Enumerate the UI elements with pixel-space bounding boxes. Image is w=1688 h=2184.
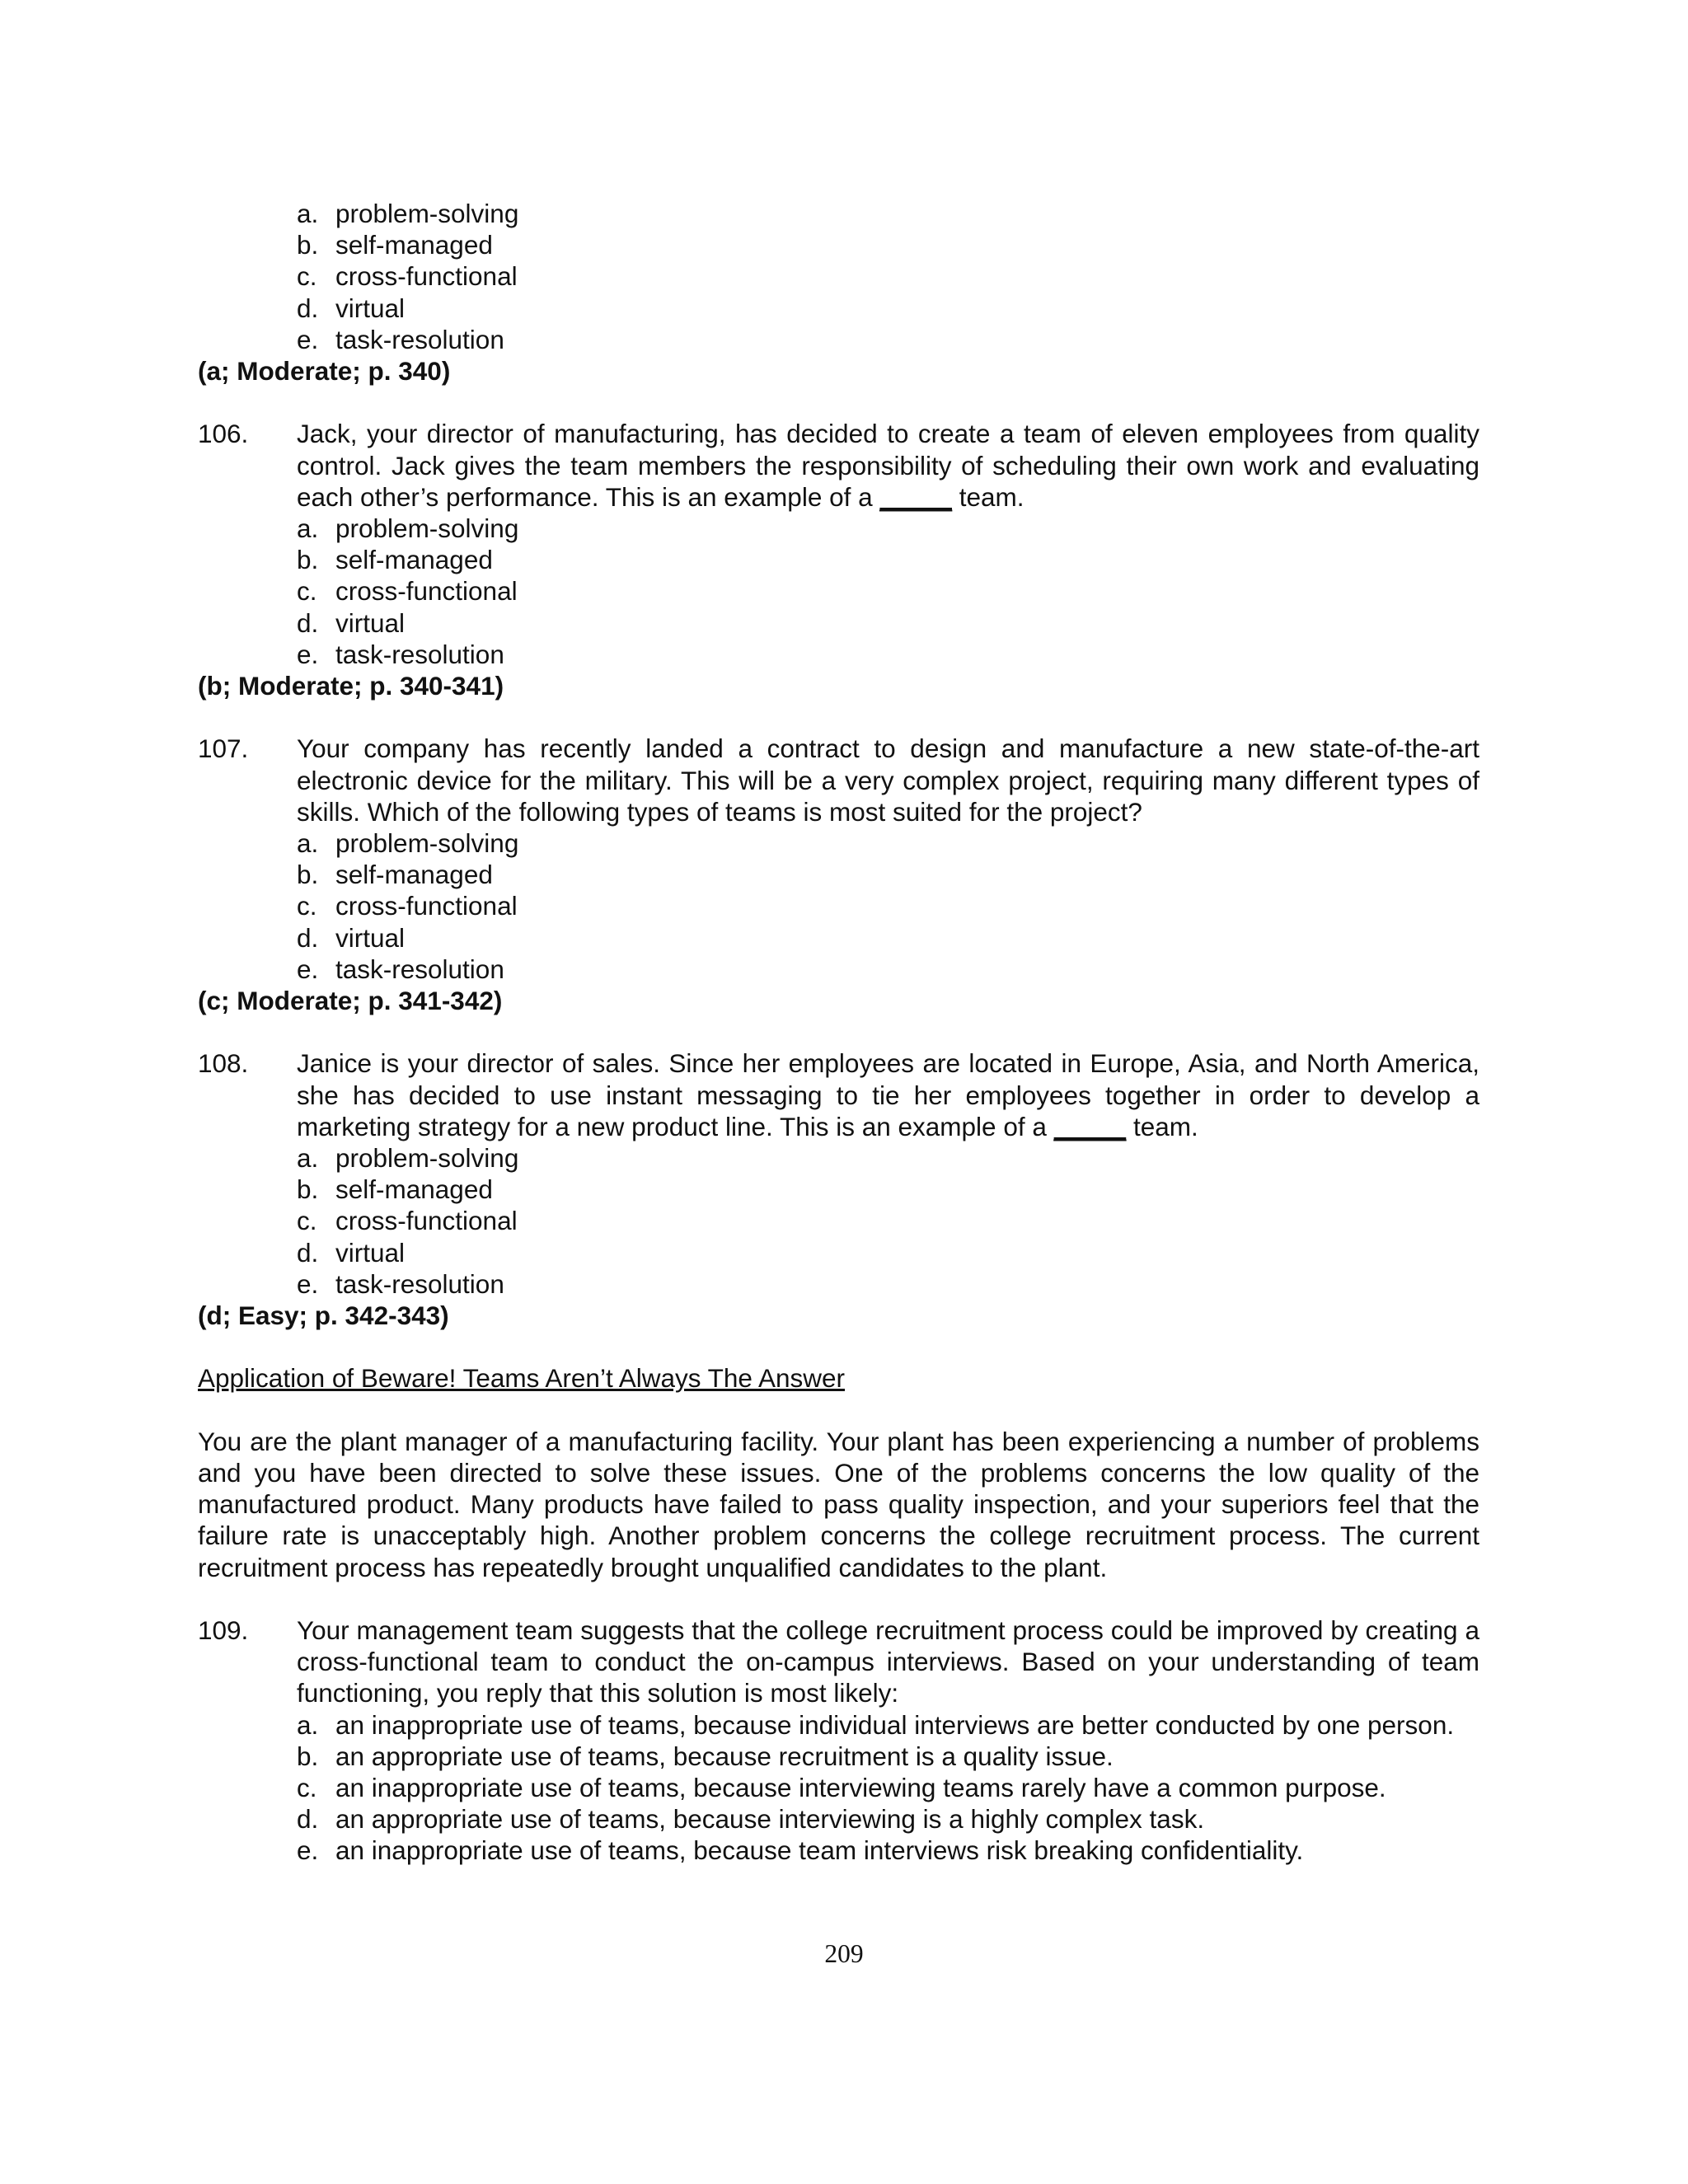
- option-text: virtual: [335, 1237, 406, 1268]
- stem-text: Janice is your director of sales. Since her employees are located in Europe, Asia, and North America, she has decided to use instant messaging to tie her employees together in order to develop a marketing strategy for a new product line. This is an example of a: [297, 1048, 1479, 1141]
- stem-text: Your company has recently landed a contract to design and manufacture a new state-of-the-art electronic device for the military. This will be a very complex project, requiring many different types of skills. Which of the following types of teams is most suited for the project?: [297, 733, 1479, 827]
- question-number: 109.: [198, 1615, 249, 1646]
- page-number: 209: [824, 1939, 864, 1968]
- option-text: an inappropriate use of teams, because individual interviews are better conducted by one person.: [335, 1709, 1455, 1740]
- option: [297, 575, 1479, 607]
- option-text: problem-solving: [335, 199, 519, 228]
- option: [297, 639, 1479, 670]
- option: [297, 1709, 1479, 1741]
- option: [297, 1174, 1479, 1205]
- option-text: cross-functional: [335, 576, 518, 607]
- option-letter: a.: [297, 199, 319, 228]
- question-107: [198, 733, 1479, 985]
- option: [297, 513, 1479, 544]
- blank: _____: [879, 481, 952, 512]
- section-heading: Application of Beware! Teams Aren’t Always The Answer: [198, 1363, 845, 1394]
- option-text: task-resolution: [335, 639, 504, 669]
- option-text: virtual: [335, 922, 406, 953]
- option-text: cross-functional: [335, 891, 518, 921]
- option-letter: a.: [297, 1143, 319, 1174]
- option-text: problem-solving: [335, 1143, 519, 1174]
- question-number: 108.: [198, 1048, 249, 1079]
- option: [297, 229, 1479, 260]
- option-letter: e.: [297, 639, 319, 669]
- option: [297, 1835, 1479, 1866]
- stem-text-end: team.: [952, 481, 1025, 512]
- option-letter: b.: [297, 230, 319, 260]
- option-text: task-resolution: [335, 324, 504, 354]
- option-letter: e.: [297, 1835, 319, 1866]
- option-letter: a.: [297, 1709, 319, 1740]
- option-letter: e.: [297, 1268, 319, 1299]
- option: [297, 1237, 1479, 1268]
- option-letter: d.: [297, 922, 319, 953]
- option-text: task-resolution: [335, 1268, 504, 1299]
- option-text: task-resolution: [335, 954, 504, 984]
- option-letter: d.: [297, 1237, 319, 1268]
- question-body: [297, 1615, 1479, 1867]
- option-text: cross-functional: [335, 1206, 518, 1236]
- spacer: [198, 1583, 1479, 1615]
- question-stem: [297, 733, 1479, 827]
- option: [297, 198, 1479, 229]
- option-letter: b.: [297, 1741, 319, 1771]
- option: [297, 1268, 1479, 1300]
- option-letter: b.: [297, 860, 319, 890]
- option-letter: c.: [297, 1206, 317, 1236]
- answer-key: (c; Moderate; p. 341-342): [198, 986, 503, 1016]
- option: [297, 1741, 1479, 1772]
- option: [297, 890, 1479, 921]
- option-text: virtual: [335, 293, 406, 323]
- option: [297, 293, 1479, 324]
- option: [297, 324, 1479, 355]
- option: [297, 954, 1479, 985]
- option-text: an inappropriate use of teams, because team interviews risk breaking confidentiality.: [335, 1835, 1304, 1866]
- option: [297, 859, 1479, 890]
- blank: _____: [1053, 1111, 1127, 1141]
- question-body: [297, 1047, 1479, 1300]
- question-108: [198, 1047, 1479, 1300]
- option-text: self-managed: [335, 1174, 493, 1205]
- document-page: [198, 198, 1479, 1867]
- option-list: [297, 198, 1479, 355]
- spacer: [198, 1331, 1479, 1362]
- option: [297, 1772, 1479, 1803]
- option-letter: e.: [297, 954, 319, 984]
- answer-key: (d; Easy; p. 342-343): [198, 1301, 449, 1331]
- question-stem: [297, 418, 1479, 513]
- option-text: self-managed: [335, 545, 493, 575]
- option: [297, 607, 1479, 639]
- option-letter: d.: [297, 1804, 319, 1835]
- option-letter: b.: [297, 545, 319, 575]
- question-109: [198, 1615, 1479, 1867]
- stem-text: Jack, your director of manufacturing, has decided to create a team of eleven employees from quality control. Jack gives the team members the responsibility of scheduling their own work and evaluating each other’s performance. This is an example of a: [297, 419, 1479, 512]
- answer-key: (b; Moderate; p. 340-341): [198, 671, 504, 701]
- option-letter: a.: [297, 513, 319, 544]
- question-body: [297, 418, 1479, 670]
- option: [297, 1803, 1479, 1835]
- option-letter: d.: [297, 293, 319, 323]
- question-stem: [297, 1047, 1479, 1142]
- option-letter: e.: [297, 324, 319, 354]
- question-number: 106.: [198, 419, 249, 449]
- option: [297, 260, 1479, 292]
- option-text: self-managed: [335, 230, 493, 260]
- answer-key: (a; Moderate; p. 340): [198, 356, 451, 387]
- option: [297, 1142, 1479, 1174]
- scenario-paragraph: You are the plant manager of a manufacturing facility. Your plant has been experiencing a number of problems and you have been directed to solve these issues. One of the problems concerns the low quality of the manufactured product. Many products have failed to pass quality inspection, and your superiors feel that the failure rate is unacceptably high. Another problem concerns the college recruitment process. The current recruitment process has repeatedly brought unqualified candidates to the plant.: [198, 1426, 1479, 1582]
- option: [297, 922, 1479, 954]
- option-letter: c.: [297, 891, 317, 921]
- option-letter: c.: [297, 1773, 317, 1803]
- spacer: [198, 1016, 1479, 1047]
- stem-text-end: team.: [1126, 1111, 1198, 1141]
- spacer: [198, 387, 1479, 418]
- option: [297, 827, 1479, 859]
- question-stem: Your management team suggests that the college recruitment process could be improved by creating a cross-functional team to conduct the on-campus interviews. Based on your understanding of team functioning, you reply that this solution is most likely:: [297, 1615, 1479, 1708]
- option-text: an appropriate use of teams, because interviewing is a highly complex task.: [335, 1804, 1205, 1835]
- option-letter: a.: [297, 828, 319, 859]
- option-text: problem-solving: [335, 828, 519, 859]
- option-text: cross-functional: [335, 261, 518, 292]
- option-text: virtual: [335, 607, 406, 638]
- option-text: an appropriate use of teams, because recruitment is a quality issue.: [335, 1741, 1114, 1771]
- option-text: self-managed: [335, 860, 493, 890]
- option: [297, 1205, 1479, 1236]
- option-letter: b.: [297, 1174, 319, 1205]
- spacer: [198, 1394, 1479, 1426]
- question-body: [297, 733, 1479, 985]
- question-number: 107.: [198, 733, 249, 764]
- option-letter: c.: [297, 261, 317, 292]
- question-106: [198, 418, 1479, 670]
- spacer: [198, 701, 1479, 733]
- option-text: an inappropriate use of teams, because interviewing teams rarely have a common purpose.: [335, 1773, 1386, 1803]
- option: [297, 544, 1479, 575]
- option-text: problem-solving: [335, 513, 519, 544]
- option-letter: d.: [297, 607, 319, 638]
- option-letter: c.: [297, 576, 317, 607]
